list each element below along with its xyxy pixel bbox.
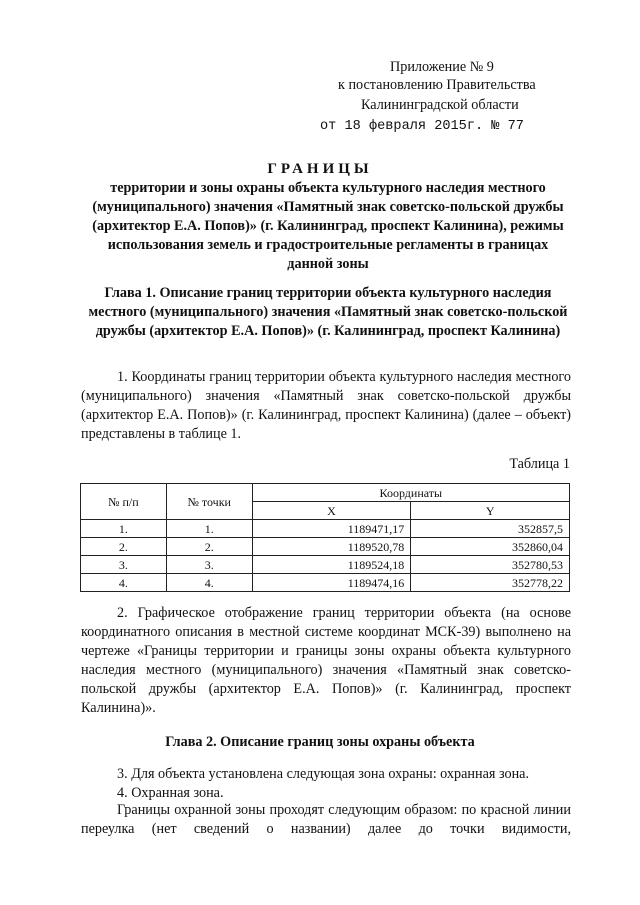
- cell-point: 1.: [166, 520, 252, 538]
- paragraph-4: 4. Охранная зона.: [117, 785, 224, 801]
- table-row: [81, 538, 570, 556]
- cell-x: 1189471,17: [252, 520, 411, 538]
- paragraph-2: 2. Графическое отображение границ территории объекта (на основе координатного описания в местной системе координат МСК-39) выполнено на чертеже «Границы территории и границы зоны охраны объекта культурного наследия местного (муниципального) значения «Памятный знак советско-польской дружбы (архитектор Е.А. Попов)» (г. Калининград, проспект Калинина)».: [81, 605, 571, 716]
- cell-number: 4.: [81, 574, 167, 592]
- coordinates-table: [80, 483, 570, 592]
- cell-number: 3.: [81, 556, 167, 574]
- table-header-row: [81, 484, 570, 502]
- cell-point: 2.: [166, 538, 252, 556]
- cell-y: 352860,04: [411, 538, 570, 556]
- table-row: [81, 520, 570, 538]
- paragraph-5: Границы охранной зоны проходят следующим образом: по красной линии переулка (нет сведений о названии) далее до точки видимости,: [81, 802, 571, 837]
- cell-number: 1.: [81, 520, 167, 538]
- cell-number: 2.: [81, 538, 167, 556]
- cell-y: 352778,22: [411, 574, 570, 592]
- cell-x: 1189474,16: [252, 574, 411, 592]
- chapter-1-heading: Глава 1. Описание границ территории объекта культурного наследия местного (муниципального) значения «Памятный знак советско-польской дружбы (архитектор Е.А. Попов)» (г. Калининград, проспект Калинина): [88, 285, 568, 339]
- cell-point: 3.: [166, 556, 252, 574]
- header-y: Y: [411, 502, 570, 520]
- appendix-date: от 18 февраля 2015г. № 77: [320, 119, 524, 134]
- table-caption: Таблица 1: [509, 456, 570, 472]
- appendix-number: Приложение № 9: [390, 59, 494, 75]
- paragraph-1: 1. Координаты границ территории объекта культурного наследия местного (муниципального) значения «Памятный знак советско-польской дружбы (архитектор Е.А. Попов)» (г. Калининград, проспект Калинина) (далее – объект) представлены в таблице 1.: [81, 369, 571, 442]
- table-row: [81, 574, 570, 592]
- cell-y: 352780,53: [411, 556, 570, 574]
- cell-point: 4.: [166, 574, 252, 592]
- header-x: X: [252, 502, 411, 520]
- appendix-resolution: к постановлению Правительства: [338, 77, 536, 93]
- header-number: № п/п: [81, 484, 167, 520]
- header-point: № точки: [166, 484, 252, 520]
- cell-x: 1189520,78: [252, 538, 411, 556]
- document-title: ГРАНИЦЫ: [267, 161, 373, 177]
- header-coordinates: Координаты: [252, 484, 569, 502]
- table-row: [81, 556, 570, 574]
- paragraph-3: 3. Для объекта установлена следующая зона охраны: охранная зона.: [117, 766, 530, 782]
- chapter-2-heading: Глава 2. Описание границ зоны охраны объекта: [165, 734, 475, 750]
- document-subtitle: территории и зоны охраны объекта культурного наследия местного (муниципального) значения «Памятный знак советско-польской дружбы (архитектор Е.А. Попов)» (г. Калининград, проспект Калинина), режимы использования земель и градостроительные регламенты в границах данной зоны: [92, 180, 564, 272]
- cell-x: 1189524,18: [252, 556, 411, 574]
- cell-y: 352857,5: [411, 520, 570, 538]
- appendix-region: Калининградской области: [361, 97, 519, 113]
